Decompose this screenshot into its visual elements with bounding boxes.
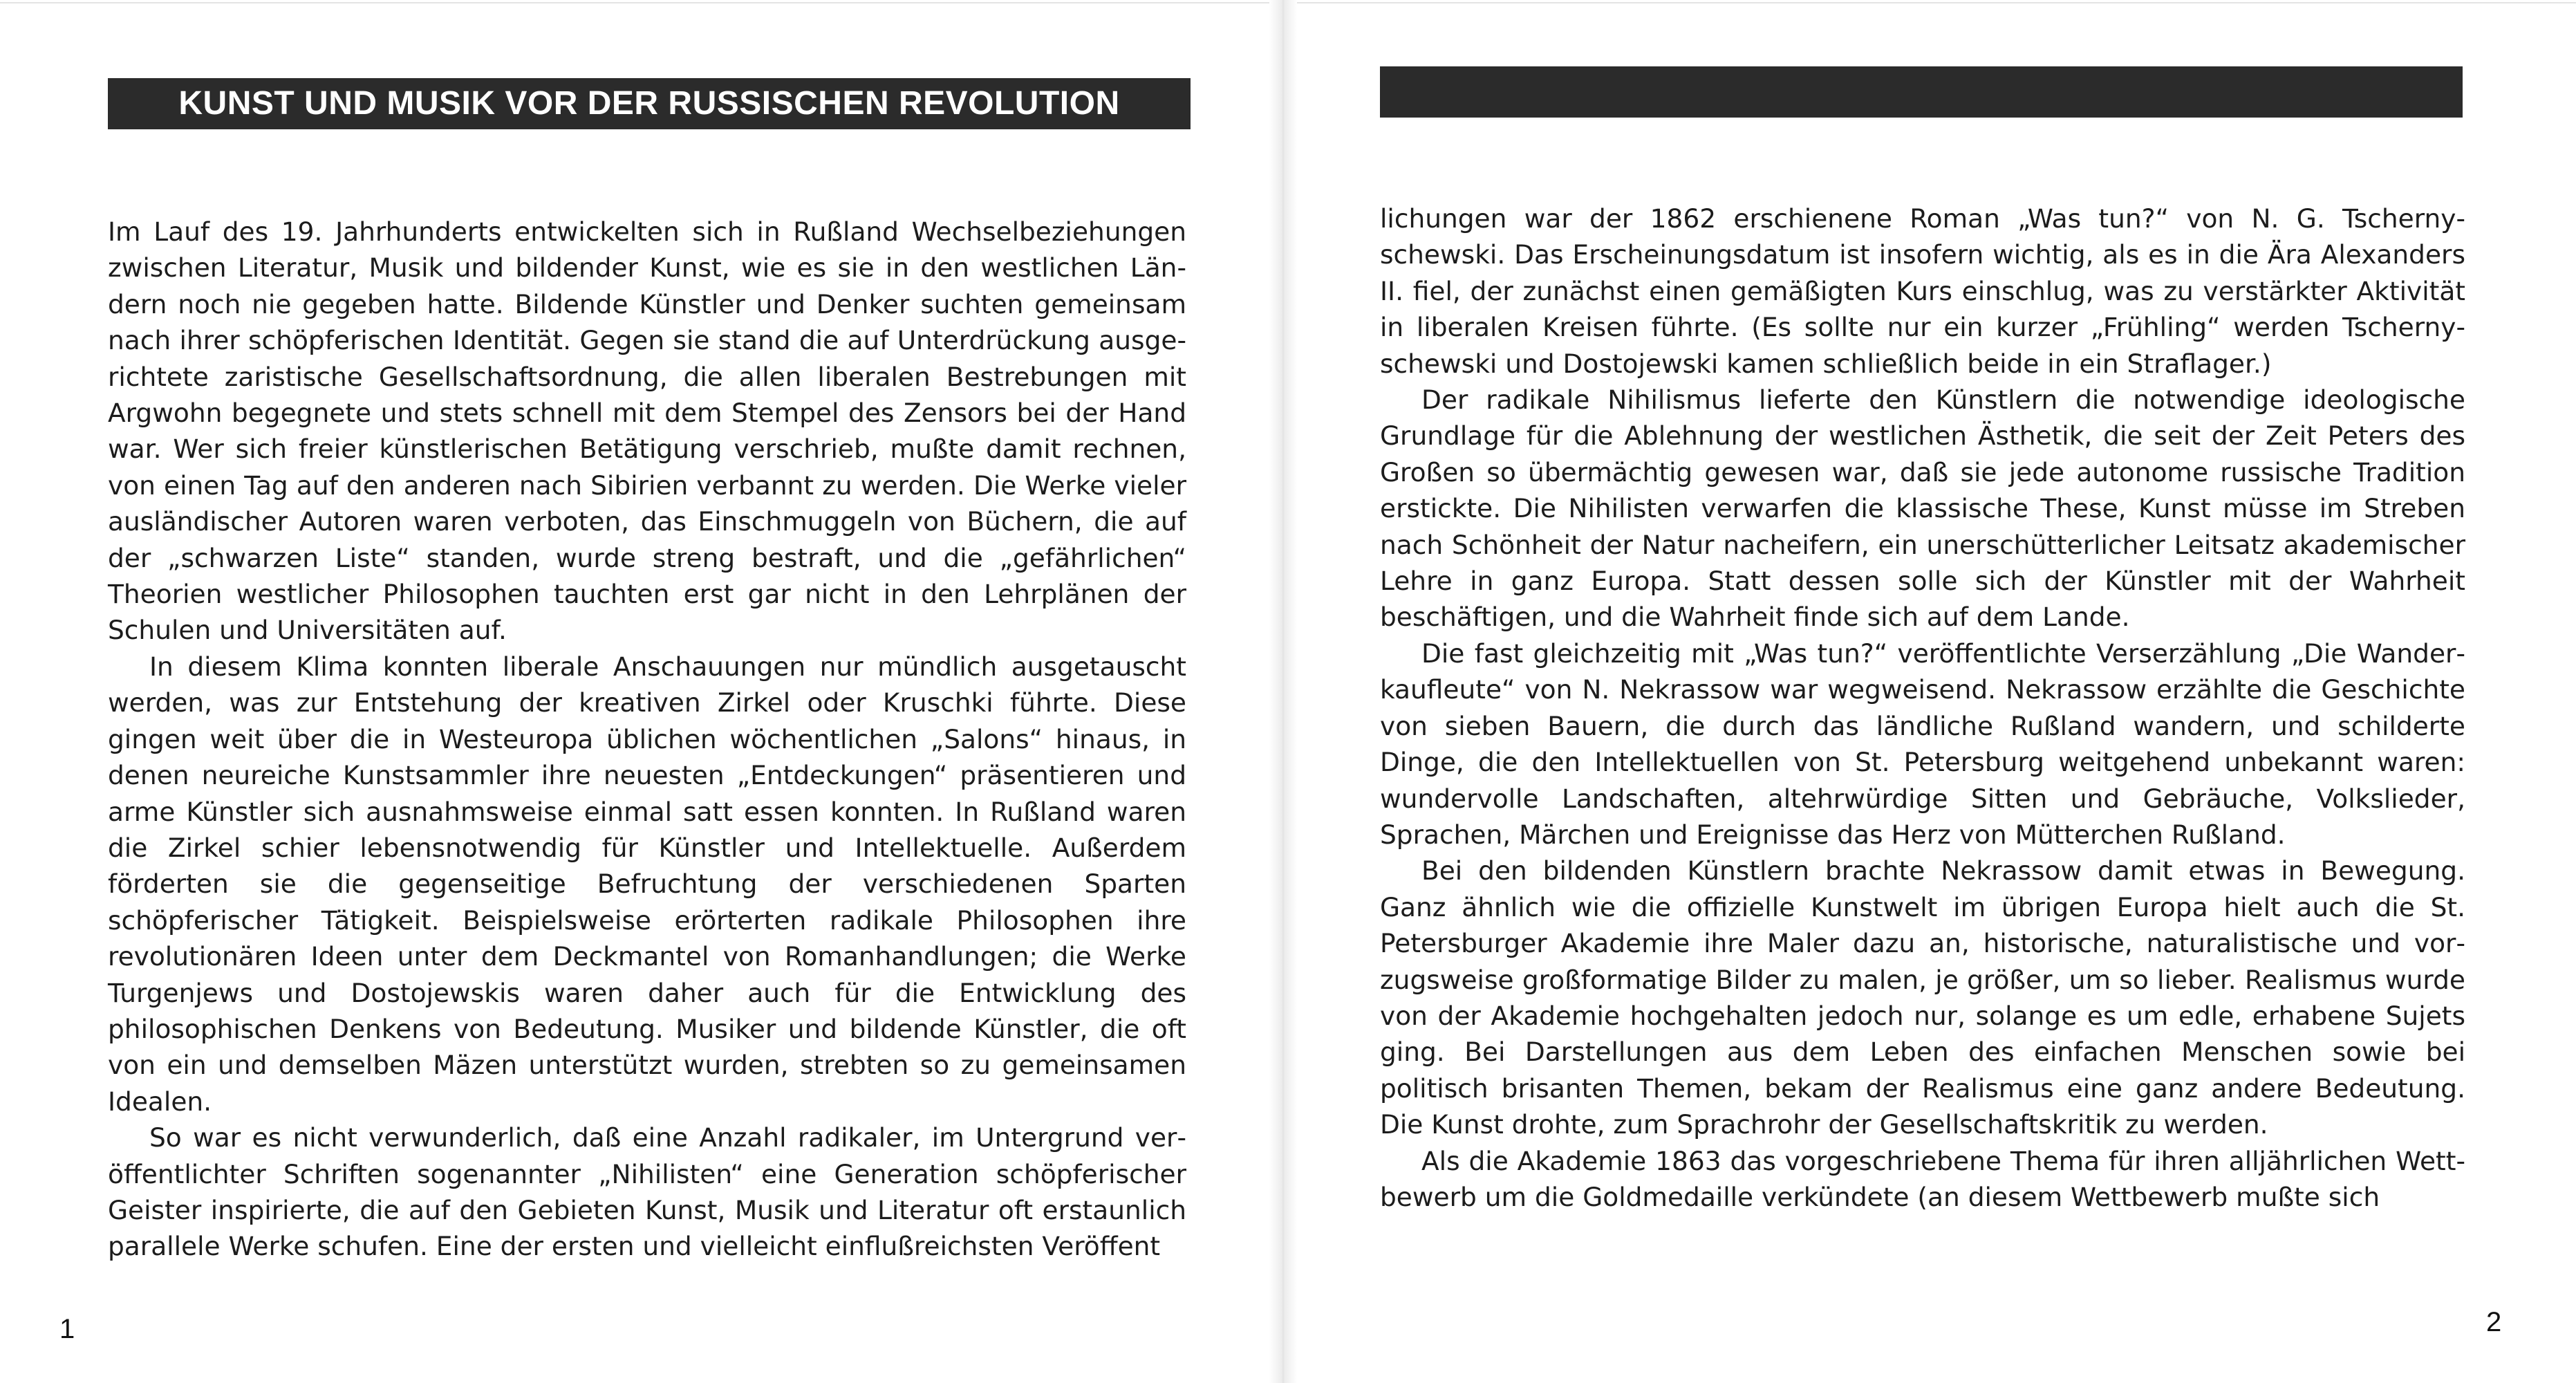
right-page-heading-bar [1380, 66, 2463, 118]
left-paragraph-2: In diesem Klima konnten liberale Anschauungen nur mündlich ausgetauscht werden, was zur Entstehung der kreativen Zirkel oder Kruschki führte. Diese gingen weit über die in Westeuropa üblichen wöchentlichen „Salons“ hinaus, in denen neureiche Kunstsammler ihre neuesten „Entdeckungen“ präsentieren und arme Künstler sich ausnahmsweise einmal satt essen konnten. In Rußland waren die Zirkel schier lebensnotwendig für Künstler und Intellektuelle. Außerdem förderten sie die gegenseitige Befruchtung der verschiedenen Sparten schöpferischer Tätigkeit. Beispielsweise erörterten radikale Philosophen ihre revolutionären Ideen unter dem Deckmantel von Romanhandlungen; die Werke Turgenjews und Dostojewskis waren daher auch für die Entwicklung des philosophischen Denkens von Bedeutung. Musiker und bildende Künstler, die oft von ein und demselben Mäzen unterstützt wurden, strebten so zu gemeinsamen Idealen. [108, 651, 1186, 1117]
right-paragraph-4: Bei den bildenden Künstlern brachte Nekrassow damit etwas in Bewegung. Ganz ähnlich wie die offizielle Kunstwelt im übrigen Europa hielt auch die St. Petersburger Akademie ihre Maler dazu an, historische, naturalistische und vorzugsweise großformatige Bilder zu malen, je größer, um so lieber. Realismus wurde von der Akademie hochgehalten jedoch nur, solange es um edle, erhabene Sujets ging. Bei Darstellungen aus dem Leben des einfachen Menschen sowie bei politisch brisanten Themen, bekam der Realismus eine ganz andere Bedeutung. Die Kunst drohte, zum Sprachrohr der Gesellschaftskritik zu werden. [1380, 855, 2465, 1140]
right-page-body [1380, 201, 2465, 1215]
right-paragraph-5: Als die Akademie 1863 das vorgeschriebene Thema für ihren alljährlichen Wettbewerb um die Goldmedaille verkündete (an diesem Wettbewerb mußte sich [1380, 1145, 2465, 1212]
left-page-heading: KUNST UND MUSIK VOR DER RUSSISCHEN REVOLUTION [108, 78, 1191, 129]
right-paragraph-1: lichungen war der 1862 erschienene Roman „Was tun?“ von N. G. Tschernyschewski. Das Erscheinungsdatum ist insofern wichtig, als es in die Ära Alexanders II. fiel, der zunächst einen gemäßigten Kurs einschlug, was zu verstärkter Aktivität in liberalen Kreisen führte. (Es sollte nur ein kurzer „Frühling“ werden Tschernyschewski und Dostojewski kamen schließlich beide in ein Straflager.) [1380, 203, 2465, 379]
right-page [1297, 0, 2576, 1383]
left-paragraph-1: Im Lauf des 19. Jahrhunderts entwickelten sich in Rußland Wechselbeziehungen zwischen Literatur, Musik und bildender Kunst, wie es sie in den westlichen Ländern noch nie gegeben hatte. Bildende Künstler und Denker suchten gemeinsam nach ihrer schöpferischen Identität. Gegen sie stand die auf Unterdrückung ausgerichtete zaristische Gesellschaftsordnung, die allen liberalen Bestrebungen mit Argwohn begegnete und stets schnell mit dem Stempel des Zensors bei der Hand war. Wer sich freier künstlerischen Betätigung verschrieb, mußte damit rechnen, von einen Tag auf den anderen nach Sibirien verbannt zu werden. Die Werke vieler ausländischer Autoren waren verboten, das Einschmuggeln von Büchern, die auf der „schwarzen Liste“ standen, wurde streng bestraft, und die „gefährlichen“ Theorien westlicher Philosophen tauchten erst gar nicht in den Lehrplänen der Schulen und Universitäten auf. [108, 216, 1186, 646]
left-page [0, 0, 1272, 1383]
left-paragraph-3: So war es nicht verwunderlich, daß eine Anzahl radikaler, im Untergrund veröffentlichter Schriften sogenannter „Nihilisten“ eine Generation schöpferischer Geister inspirierte, die auf den Gebieten Kunst, Musik und Literatur oft erstaunlich parallele Werke schufen. Eine der ersten und vielleicht einflußreichsten Veröffent [108, 1122, 1186, 1262]
right-paragraph-2: Der radikale Nihilismus lieferte den Künstlern die notwendige ideologische Grundlage für die Ablehnung der westlichen Ästhetik, die seit der Zeit Peters des Großen so übermächtig gewesen war, daß sie jede autonome russische Tradition erstickte. Die Nihilisten verwarfen die klassische These, Kunst müsse im Streben nach Schönheit der Natur nacheifern, ein unerschütterlicher Leitsatz akademischer Lehre in ganz Europa. Statt dessen solle sich der Künstler mit der Wahrheit beschäftigen, und die Wahrheit finde sich auf dem Lande. [1380, 384, 2465, 633]
right-paragraph-3: Die fast gleichzeitig mit „Was tun?“ veröffentlichte Verserzählung „Die Wanderkaufleute“ von N. Nekrassow war wegweisend. Nekrassow erzählte die Geschichte von sieben Bauern, die durch das ländliche Rußland wandern, und schilderte Dinge, die den Intellektuellen von St. Petersburg weitgehend unbekannt waren: wundervolle Landschaften, altehrwürdige Sitten und Gebräuche, Volkslieder, Sprachen, Märchen und Ereignisse das Herz von Mütterchen Rußland. [1380, 638, 2465, 850]
right-page-number: 2 [2486, 1307, 2502, 1337]
left-page-body [108, 214, 1186, 1265]
left-page-number: 1 [59, 1314, 75, 1344]
book-gutter [1269, 0, 1297, 1383]
